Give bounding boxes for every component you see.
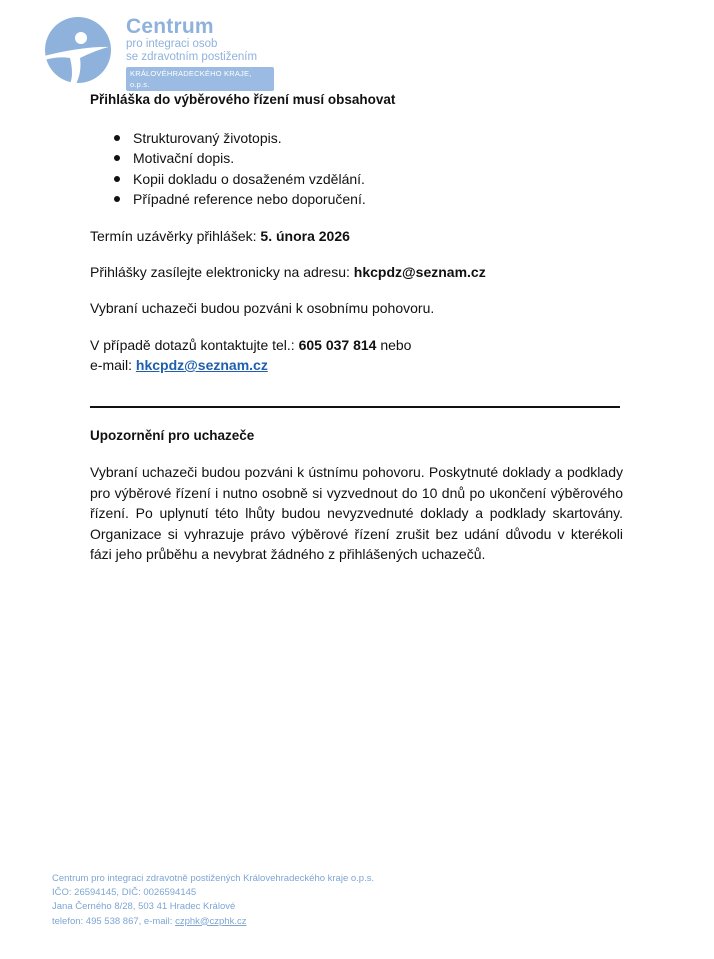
deadline-value: 5. února 2026 bbox=[260, 228, 350, 244]
submit-email: hkcpdz@seznam.cz bbox=[353, 264, 486, 280]
list-item bbox=[90, 148, 366, 168]
deadline-label: Termín uzávěrky přihlášek: bbox=[90, 228, 261, 244]
organization-logo bbox=[44, 15, 274, 89]
footer-address: Jana Černého 8/28, 503 41 Hradec Králové bbox=[52, 901, 236, 913]
list-item bbox=[90, 189, 366, 209]
logo-line-2: se zdravotním postižením bbox=[126, 51, 258, 63]
footer-ids: IČO: 26594145, DIČ: 0026594145 bbox=[52, 887, 197, 899]
footer-phone: telefon: 495 538 867, e-mail: bbox=[52, 915, 176, 927]
deadline-paragraph bbox=[90, 226, 350, 246]
requirements-list bbox=[90, 128, 366, 209]
logo-line-1: pro integraci osob bbox=[126, 38, 218, 50]
footer bbox=[52, 872, 374, 929]
logo-wordmark bbox=[126, 16, 274, 92]
interview-note: Vybraní uchazeči budou pozváni k osobnímu pohovoru. bbox=[90, 300, 435, 316]
notice-body: Vybraní uchazeči budou pozváni k ústnímu pohovoru. Poskytnuté doklady a podklady pro výběrové řízení i nutno osobně si vyzvednout do 10 dnů po ukončení výběrového řízení. Po uplynutí této lhůty budou nevyzvednuté doklady a podklady skartovány. Organizace si vyhrazuje právo výběrové řízení zrušit bez udání důvodu v kterékoli fázi jeho průběhu a nevybrat žádného z přihlášených uchazečů. bbox=[90, 464, 623, 562]
separator-line bbox=[90, 406, 620, 408]
list-item-text: Strukturovaný životopis. bbox=[133, 130, 282, 146]
contact-label: V případě dotazů kontaktujte tel.: bbox=[90, 337, 299, 353]
bullet-icon bbox=[114, 155, 120, 161]
requirements-heading: Přihláška do výběrového řízení musí obsahovat bbox=[90, 92, 396, 107]
logo-title: Centrum bbox=[126, 15, 214, 38]
contact-or: nebo bbox=[376, 337, 412, 353]
list-item-text: Kopii dokladu o dosaženém vzdělání. bbox=[133, 170, 365, 187]
notice-heading: Upozornění pro uchazeče bbox=[90, 428, 255, 443]
footer-email-link[interactable]: czphk@czphk.cz bbox=[175, 915, 247, 927]
logo-badge: KRÁLOVÉHRADECKÉHO KRAJE, o.p.s. bbox=[126, 67, 274, 91]
submit-label: Přihlášky zasílejte elektronicky na adresu: bbox=[90, 264, 354, 280]
contact-email-label: e-mail: bbox=[90, 357, 136, 373]
logo-figure-icon bbox=[44, 16, 112, 84]
bullet-icon bbox=[114, 176, 120, 182]
list-item-text: Případné reference nebo doporučení. bbox=[133, 190, 366, 207]
bullet-icon bbox=[114, 196, 120, 202]
bullet-icon bbox=[114, 135, 120, 141]
contact-paragraph bbox=[90, 335, 411, 375]
contact-phone: 605 037 814 bbox=[298, 337, 377, 353]
submit-paragraph bbox=[90, 262, 486, 282]
list-item-text: Motivační dopis. bbox=[133, 150, 235, 167]
footer-contact bbox=[52, 915, 374, 929]
footer-org-name: Centrum pro integraci zdravotně postižených Královehradeckého kraje o.p.s. bbox=[52, 873, 375, 884]
list-item bbox=[90, 169, 366, 189]
contact-email-link[interactable]: hkcpdz@seznam.cz bbox=[135, 357, 268, 373]
list-item bbox=[90, 128, 366, 148]
